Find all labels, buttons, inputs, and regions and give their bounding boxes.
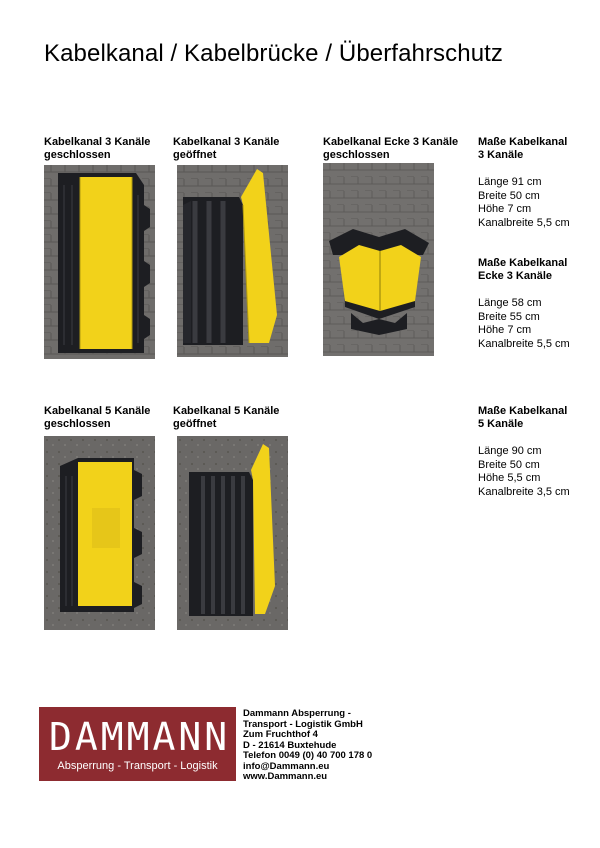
caption-line: geöffnet bbox=[173, 149, 217, 161]
cable-protector-corner-image bbox=[323, 163, 434, 356]
cable-protector-closed-image bbox=[44, 165, 155, 359]
spec-heading-line: Maße Kabelkanal bbox=[478, 136, 568, 148]
contact-email: info@Dammann.eu bbox=[243, 760, 330, 772]
cable-protector-5-open-image bbox=[177, 436, 288, 630]
caption-line: Kabelkanal 5 Kanäle bbox=[173, 405, 280, 417]
spec-length: Länge 58 cm bbox=[478, 297, 542, 309]
spec-heading-line: Maße Kabelkanal bbox=[478, 257, 568, 269]
spec-heading-line: 5 Kanäle bbox=[478, 418, 524, 430]
dammann-logo bbox=[39, 707, 236, 781]
caption-line: geöffnet bbox=[173, 418, 217, 430]
contact-phone: Telefon 0049 (0) 40 700 178 0 bbox=[243, 750, 373, 761]
caption-line: Kabelkanal 5 Kanäle bbox=[44, 405, 151, 417]
spec-channel-width: Kanalbreite 3,5 cm bbox=[478, 485, 570, 498]
spec-height: Höhe 7 cm bbox=[478, 203, 532, 215]
cable-protector-open-image bbox=[177, 165, 288, 357]
caption-3-open bbox=[173, 136, 279, 162]
caption-line: geschlossen bbox=[44, 149, 111, 161]
contact-city: D - 21614 Buxtehude bbox=[243, 739, 337, 751]
spec-length: Länge 90 cm bbox=[478, 445, 542, 457]
caption-line: geschlossen bbox=[323, 149, 390, 161]
caption-corner-closed bbox=[323, 136, 458, 162]
photo-5-channels-open bbox=[177, 436, 288, 630]
contact-company-line-1: Dammann Absperrung - bbox=[243, 708, 351, 719]
caption-line: Kabelkanal Ecke 3 Kanäle bbox=[323, 136, 459, 148]
contact-company-line-2: Transport - Logistik GmbH bbox=[243, 718, 363, 730]
photo-5-channels-closed bbox=[44, 436, 155, 630]
spec-channel-width: Kanalbreite 5,5 cm bbox=[478, 216, 570, 229]
spec-width: Breite 55 cm bbox=[478, 310, 540, 323]
caption-line: Kabelkanal 3 Kanäle bbox=[173, 136, 280, 148]
page-title: Kabelkanal / Kabelbrücke / Überfahrschutz bbox=[44, 40, 504, 67]
contact-street: Zum Fruchthof 4 bbox=[243, 729, 318, 740]
spec-heading-line: Maße Kabelkanal bbox=[478, 405, 568, 417]
spec-heading bbox=[478, 405, 570, 431]
logo-tagline: Absperrung - Transport - Logistik bbox=[57, 760, 218, 772]
specs-corner bbox=[478, 257, 570, 351]
specs-3-channels bbox=[478, 136, 570, 230]
spec-heading bbox=[478, 257, 570, 283]
spec-heading-line: Ecke 3 Kanäle bbox=[478, 270, 552, 282]
spec-heading-line: 3 Kanäle bbox=[478, 149, 524, 161]
spec-height: Höhe 5,5 cm bbox=[478, 472, 541, 484]
spec-height: Höhe 7 cm bbox=[478, 324, 532, 336]
cable-protector-5-closed-image bbox=[44, 436, 155, 630]
caption-3-closed bbox=[44, 136, 150, 162]
photo-3-channels-closed bbox=[44, 165, 155, 359]
specs-5-channels bbox=[478, 405, 570, 499]
spec-channel-width: Kanalbreite 5,5 cm bbox=[478, 337, 570, 350]
caption-line: geschlossen bbox=[44, 418, 111, 430]
spec-length: Länge 91 cm bbox=[478, 176, 542, 188]
contact-block bbox=[243, 709, 372, 783]
spec-width: Breite 50 cm bbox=[478, 458, 540, 471]
caption-5-closed bbox=[44, 405, 150, 431]
logo-brand-text: DAMMANN bbox=[49, 715, 231, 759]
caption-line: Kabelkanal 3 Kanäle bbox=[44, 136, 151, 148]
photo-corner-closed bbox=[323, 163, 434, 356]
spec-heading bbox=[478, 136, 570, 162]
spec-width: Breite 50 cm bbox=[478, 189, 540, 202]
caption-5-open bbox=[173, 405, 279, 431]
contact-website: www.Dammann.eu bbox=[243, 771, 328, 782]
photo-3-channels-open bbox=[177, 165, 288, 357]
